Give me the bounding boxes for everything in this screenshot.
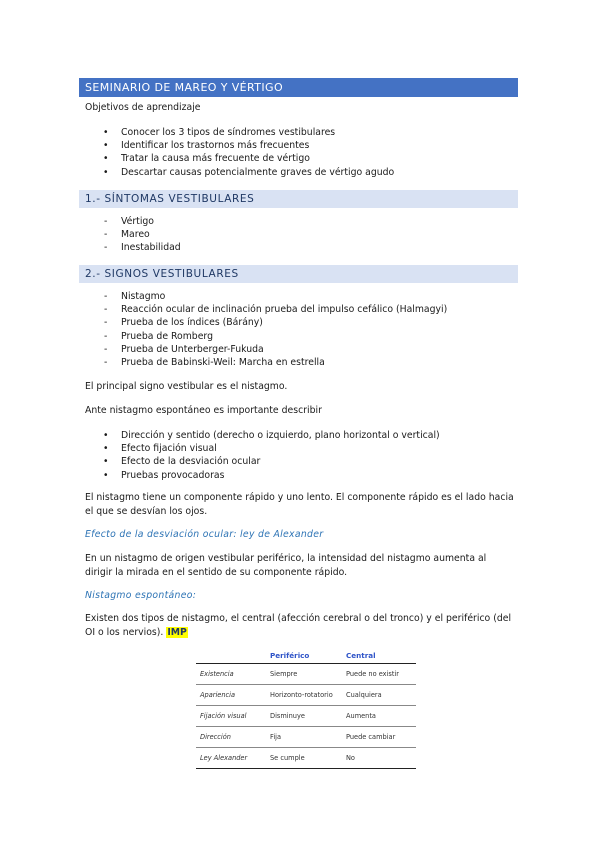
table-cell: Siempre <box>266 664 342 685</box>
table-header-cell: Central <box>342 648 416 664</box>
paragraph-describe: Ante nistagmo espontáneo es importante describir <box>85 405 322 416</box>
table-header-cell: Periférico <box>266 648 342 664</box>
table-row <box>196 706 416 727</box>
section-heading-symptoms: 1.- SÍNTOMAS VESTIBULARES <box>79 190 518 208</box>
list-item: • Efecto de la desviación ocular <box>103 455 440 468</box>
list-item: • Descartar causas potencialmente graves de vértigo agudo <box>103 166 394 179</box>
table-cell: Puede cambiar <box>342 727 416 748</box>
subheading-spontaneous: Nistagmo espontáneo: <box>85 590 197 601</box>
paragraph-components: El nistagmo tiene un componente rápido y uno lento. El componente rápido es el lado hacia el que se desvían los ojos. <box>85 492 514 517</box>
table-row <box>196 685 416 706</box>
list-item: • Efecto fijación visual <box>103 442 440 455</box>
table-cell: No <box>342 748 416 769</box>
table-header-cell <box>196 648 266 664</box>
list-item: - Nistagmo <box>103 290 447 303</box>
table-header-row <box>196 648 416 664</box>
list-item: • Conocer los 3 tipos de síndromes vestibulares <box>103 126 394 139</box>
subheading-alexander: Efecto de la desviación ocular: ley de Alexander <box>85 529 324 540</box>
list-item: • Pruebas provocadoras <box>103 469 440 482</box>
signs-list <box>103 290 447 369</box>
table-row <box>196 727 416 748</box>
table-cell: Fijación visual <box>196 706 266 727</box>
list-item: • Tratar la causa más frecuente de vértigo <box>103 152 394 165</box>
table-cell: Ley Alexander <box>196 748 266 769</box>
table-cell: Puede no existir <box>342 664 416 685</box>
section-heading-signs: 2.- SIGNOS VESTIBULARES <box>79 265 518 283</box>
table-cell: Apariencia <box>196 685 266 706</box>
list-item: - Prueba de Unterberger-Fukuda <box>103 343 447 356</box>
symptoms-list <box>103 215 181 255</box>
table-cell: Horizonto-rotatorio <box>266 685 342 706</box>
paragraph-alexander: En un nistagmo de origen vestibular periférico, la intensidad del nistagmo aumenta al dirigir la mirada en el sentido de su componente rápido. <box>85 553 487 578</box>
table-row <box>196 664 416 685</box>
list-item: - Vértigo <box>103 215 181 228</box>
objectives-list <box>103 126 394 179</box>
table-cell: Dirección <box>196 727 266 748</box>
describe-list <box>103 429 440 482</box>
list-item: - Prueba de los índices (Bárány) <box>103 316 447 329</box>
table-cell: Disminuye <box>266 706 342 727</box>
paragraph-types-text: Existen dos tipos de nistagmo, el central (afección cerebral o del tronco) y el periférico (del OI o los nervios). <box>85 613 512 638</box>
nystagmus-comparison-table <box>196 648 416 769</box>
table-cell: Cualquiera <box>342 685 416 706</box>
list-item: • Dirección y sentido (derecho o izquierdo, plano horizontal o vertical) <box>103 429 440 442</box>
list-item: • Identificar los trastornos más frecuentes <box>103 139 394 152</box>
list-item: - Inestabilidad <box>103 241 181 254</box>
table-row <box>196 748 416 769</box>
table-cell: Se cumple <box>266 748 342 769</box>
document-title: SEMINARIO DE MAREO Y VÉRTIGO <box>79 78 518 97</box>
objectives-heading: Objetivos de aprendizaje <box>85 102 201 113</box>
list-item: - Prueba de Romberg <box>103 330 447 343</box>
table-cell: Existencia <box>196 664 266 685</box>
imp-highlight: IMP <box>167 627 187 638</box>
list-item: - Reacción ocular de inclinación prueba del impulso cefálico (Halmagyi) <box>103 303 447 316</box>
paragraph-types <box>85 612 515 640</box>
list-item: - Mareo <box>103 228 181 241</box>
list-item: - Prueba de Babinski-Weil: Marcha en estrella <box>103 356 447 369</box>
table-cell: Fija <box>266 727 342 748</box>
paragraph-main-sign: El principal signo vestibular es el nistagmo. <box>85 381 288 392</box>
table-cell: Aumenta <box>342 706 416 727</box>
